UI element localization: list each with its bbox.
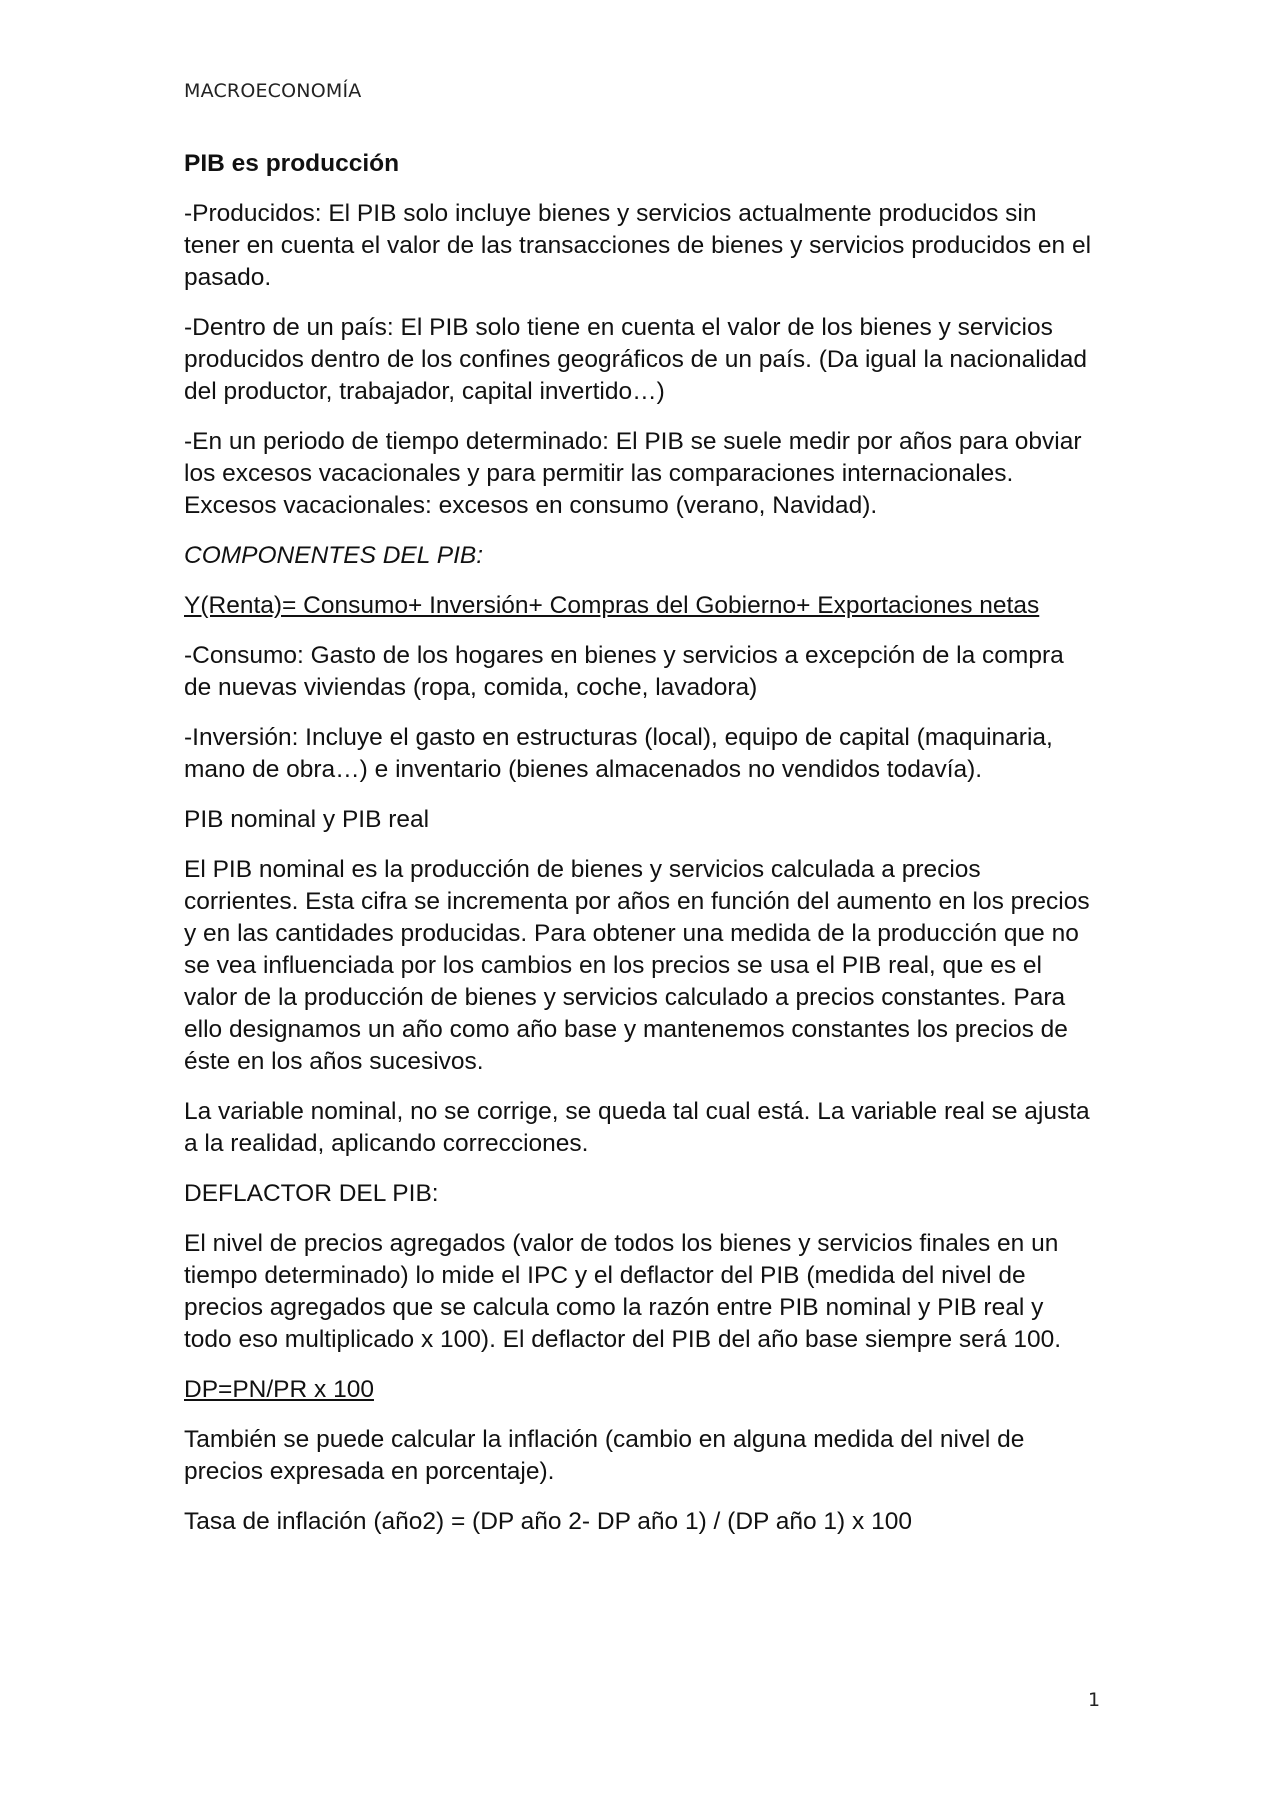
section-heading-deflactor: DEFLACTOR DEL PIB: <box>184 1180 439 1207</box>
section-heading-pib-produccion: PIB es producción <box>184 150 400 177</box>
section-heading-nominal-real: PIB nominal y PIB real <box>184 806 430 833</box>
paragraph-producidos: -Producidos: El PIB solo incluye bienes y servicios actualmente producidos sin tener en cuenta el valor de las transacciones de bienes y servicios producidos en el pasado. <box>184 200 1092 291</box>
section-heading-componentes: COMPONENTES DEL PIB: <box>184 542 484 569</box>
paragraph-inflacion: También se puede calcular la inflación (cambio en alguna medida del nivel de precios expresada en porcentaje). <box>184 1426 1025 1485</box>
paragraph-periodo-de-tiempo: -En un periodo de tiempo determinado: El PIB se suele medir por años para obviar los excesos vacacionales y para permitir las comparaciones internacionales. Excesos vacacionales: excesos en consumo (verano, Navidad). <box>184 428 1082 519</box>
paragraph-dentro-de-un-pais: -Dentro de un país: El PIB solo tiene en cuenta el valor de los bienes y servicios producidos dentro de los confines geográficos de un país. (Da igual la nacionalidad del productor, trabajador, capital invertido…) <box>184 314 1088 405</box>
paragraph-variable-nominal: La variable nominal, no se corrige, se queda tal cual está. La variable real se ajusta a la realidad, aplicando correcciones. <box>184 1098 1090 1157</box>
paragraph-consumo: -Consumo: Gasto de los hogares en bienes y servicios a excepción de la compra de nuevas viviendas (ropa, comida, coche, lavadora) <box>184 642 1064 701</box>
formula-renta: Y(Renta)= Consumo+ Inversión+ Compras del Gobierno+ Exportaciones netas <box>184 592 1040 619</box>
paragraph-nivel-precios: El nivel de precios agregados (valor de todos los bienes y servicios finales en un tiempo determinado) lo mide el IPC y el deflactor del PIB (medida del nivel de precios agregados que se calcula como la razón entre PIB nominal y PIB real y todo eso multiplicado x 100). El deflactor del PIB del año base siempre será 100. <box>184 1230 1062 1353</box>
formula-deflactor: DP=PN/PR x 100 <box>184 1376 374 1403</box>
paragraph-pib-nominal: El PIB nominal es la producción de bienes y servicios calculada a precios corrientes. Esta cifra se incrementa por años en función del aumento en los precios y en las cantidades producidas. Para obtener una medida de la producción que no se vea influenciada por los cambios en los precios se usa el PIB real, que es el valor de la producción de bienes y servicios calculado a precios constantes. Para ello designamos un año como año base y mantenemos constantes los precios de éste en los años sucesivos. <box>184 856 1090 1075</box>
paragraph-inversion: -Inversión: Incluye el gasto en estructuras (local), equipo de capital (maquinaria, mano de obra…) e inventario (bienes almacenados no vendidos todavía). <box>184 724 1053 783</box>
page-header: MACROECONOMÍA <box>184 80 362 102</box>
document-body <box>184 148 1096 1556</box>
formula-tasa-inflacion: Tasa de inflación (año2) = (DP año 2- DP año 1) / (DP año 1) x 100 <box>184 1508 912 1535</box>
page-number: 1 <box>1088 1689 1101 1711</box>
